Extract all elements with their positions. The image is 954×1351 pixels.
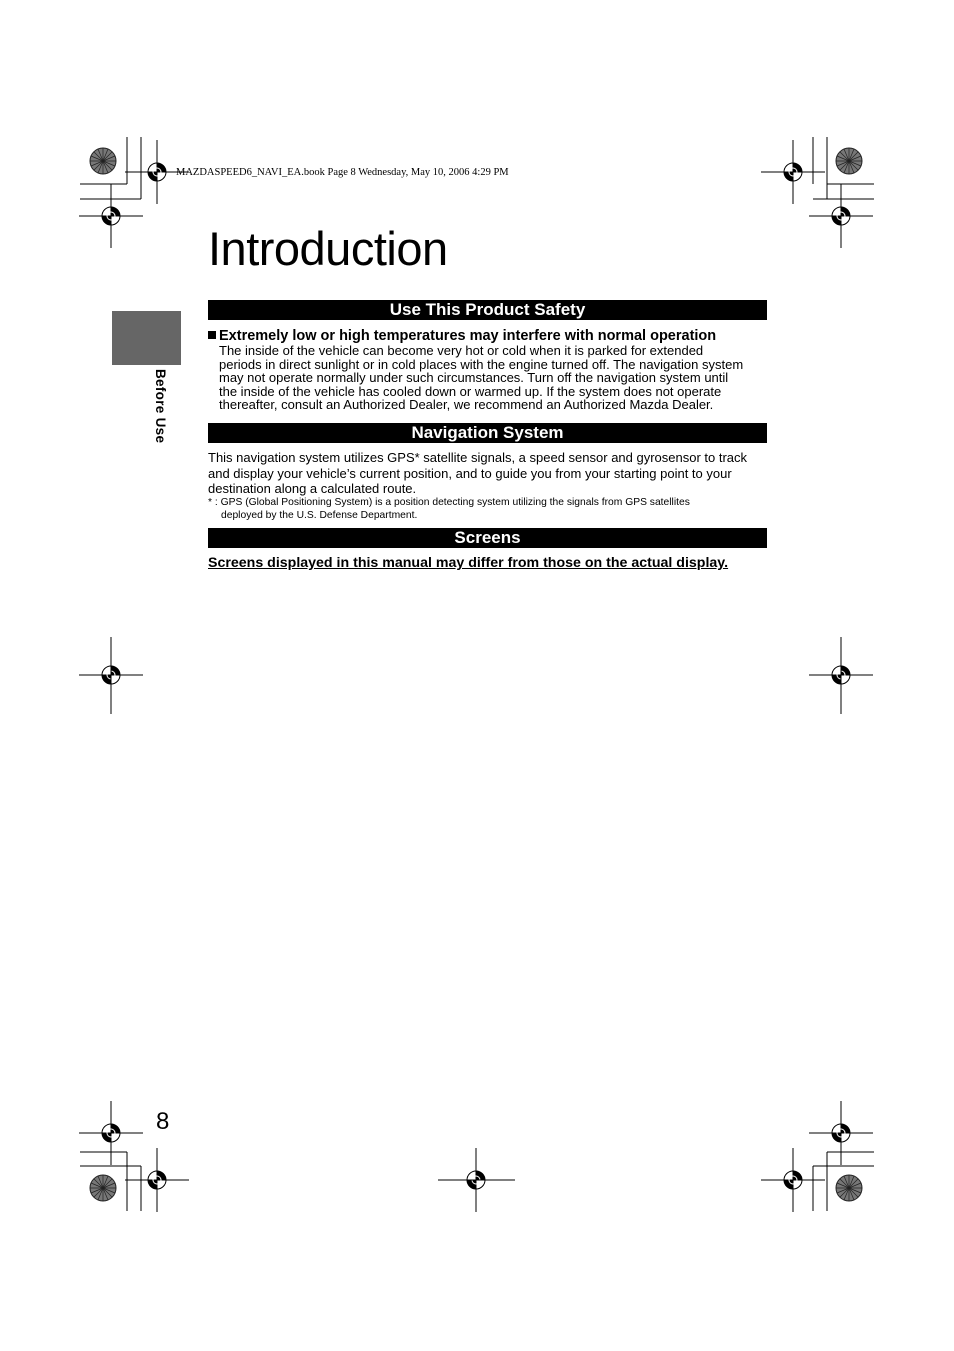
- bullet-square-icon: [208, 331, 216, 339]
- section-heading-screens: Screens: [208, 528, 767, 548]
- section-heading-safety: Use This Product Safety: [208, 300, 767, 320]
- page-number: 8: [156, 1108, 170, 1135]
- text-line: periods in direct sunlight or in cold places with the engine turned off. The navigation system: [219, 356, 744, 372]
- text-line: The inside of the vehicle can become very hot or cold when it is parked for extended: [219, 343, 704, 358]
- star-target-icon: [90, 1175, 116, 1201]
- footnote-line: deployed by the U.S. Defense Department.: [221, 510, 418, 521]
- gps-footnote: [208, 496, 768, 522]
- text-line: thereafter, consult an Authorized Dealer, we recommend an Authorized Mazda Dealer.: [219, 397, 714, 413]
- side-tab-label: Before Use: [153, 369, 168, 444]
- star-target-icon: [836, 148, 862, 174]
- text-line: may not operate normally under such circumstances. Turn off the navigation system until: [219, 370, 729, 386]
- safety-paragraph: [219, 344, 769, 412]
- star-target-icon: [90, 148, 116, 174]
- star-target-icon: [836, 1175, 862, 1201]
- navigation-paragraph: [208, 450, 768, 497]
- text-line: This navigation system utilizes GPS* satellite signals, a speed sensor and gyrosensor to track: [208, 450, 748, 465]
- screens-note: Screens displayed in this manual may differ from those on the actual display.: [208, 555, 729, 571]
- registration-mark-icon: [79, 184, 143, 248]
- registration-mark-icon: [809, 1101, 873, 1165]
- text-line: and display your vehicle’s current position, and to guide you from your starting point to your: [208, 465, 732, 481]
- text-line: the inside of the vehicle has cooled down or warmed up. If the system does not operate: [219, 383, 722, 399]
- page-title: Introduction: [208, 222, 448, 275]
- registration-mark-icon: [761, 1148, 825, 1212]
- footnote-line: * : GPS (Global Positioning System) is a position detecting system utilizing the signals from GPS satellites: [208, 497, 690, 508]
- section-heading-navigation: Navigation System: [208, 423, 767, 443]
- registration-mark-icon: [761, 140, 825, 204]
- side-tab-block: [112, 311, 181, 365]
- print-file-info: MAZDASPEED6_NAVI_EA.book Page 8 Wednesday, May 10, 2006 4:29 PM: [176, 167, 509, 178]
- registration-mark-icon: [79, 1101, 143, 1165]
- text-line: destination along a calculated route.: [208, 481, 417, 496]
- registration-mark-icon: [809, 184, 873, 248]
- bullet-heading-text: Extremely low or high temperatures may interfere with normal operation: [219, 328, 717, 344]
- registration-mark-icon: [125, 1148, 189, 1212]
